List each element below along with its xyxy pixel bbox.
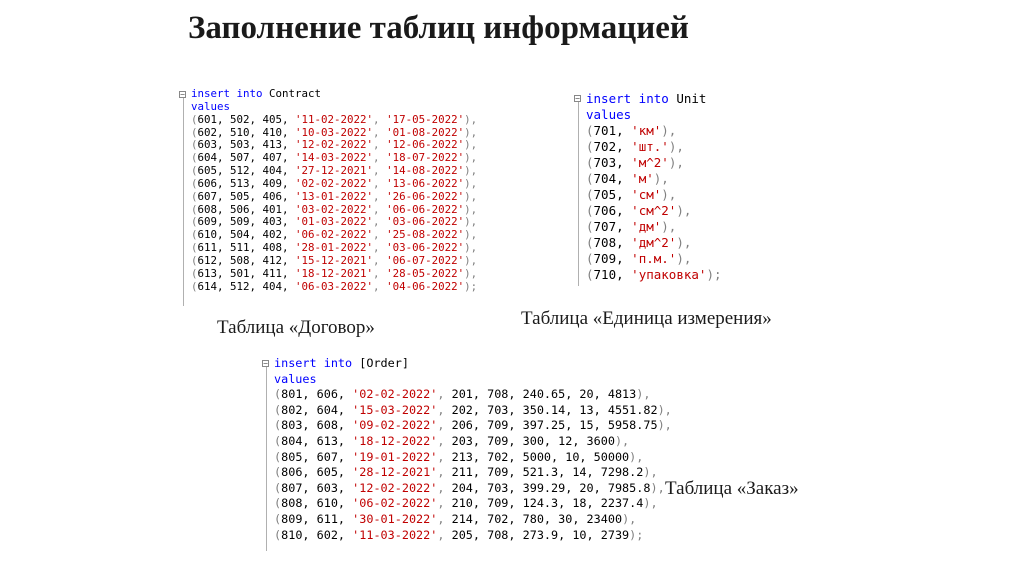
code-line (274, 387, 672, 403)
code-token: 801, 606, (281, 387, 353, 402)
code-token: ), (464, 151, 478, 165)
code-token: , (437, 511, 452, 526)
code-token: , (437, 449, 452, 464)
code-token: ( (586, 203, 594, 218)
code-token: '28-05-2022' (386, 266, 465, 280)
code-token: 'дм' (631, 219, 662, 234)
code-token: ), (614, 433, 630, 448)
code-token: ( (274, 433, 282, 448)
code-token: 'см' (631, 187, 662, 202)
code-token: '01-08-2022' (386, 125, 465, 139)
code-token: ( (191, 176, 198, 190)
code-token: ), (464, 138, 478, 152)
code-token: ), (622, 511, 637, 526)
code-token: '12-02-2022' (352, 480, 438, 495)
code-token: ( (274, 480, 282, 495)
code-token: ), (676, 251, 692, 266)
code-token: ); (464, 279, 478, 293)
code-token: '10-03-2022' (295, 125, 374, 139)
code-token: , (373, 176, 387, 190)
code-token: 708, (593, 235, 632, 250)
code-token: 808, 610, (281, 496, 353, 511)
code-token: , (437, 433, 452, 448)
code-token: 707, (593, 219, 632, 234)
code-token: ( (586, 139, 594, 154)
code-token: 705, (593, 187, 632, 202)
code-token: 614, 512, 404, (197, 279, 296, 293)
code-line (274, 512, 672, 528)
code-token: 701, (593, 123, 632, 138)
code-token: , (437, 496, 452, 511)
code-token: 'см^2' (631, 203, 677, 218)
code-token: , (437, 465, 452, 480)
code-token: '06-02-2022' (352, 496, 438, 511)
code-token: 213, 702, 5000, 10, 50000 (451, 449, 630, 464)
code-token: insert into (586, 91, 677, 106)
code-token: '13-01-2022' (295, 189, 374, 203)
code-block-order (263, 356, 672, 543)
code-line (586, 171, 722, 187)
code-token: 612, 508, 412, (197, 253, 296, 267)
code-token: ), (464, 202, 478, 216)
code-token: 710, (593, 267, 632, 282)
collapse-marker-icon: − (263, 359, 268, 368)
code-token: values (191, 99, 231, 113)
code-line (274, 496, 672, 512)
code-token: 810, 602, (281, 527, 353, 542)
code-line (274, 465, 672, 481)
code-line (586, 219, 722, 235)
code-token: ), (661, 187, 677, 202)
code-token: ( (586, 219, 594, 234)
code-token: , (373, 228, 387, 242)
code-token: ), (668, 139, 684, 154)
code-token: 802, 604, (281, 402, 353, 417)
code-token: 'дм^2' (631, 235, 677, 250)
code-token: 706, (593, 203, 632, 218)
code-token: insert into (191, 87, 270, 100)
code-token: '12-06-2022' (386, 138, 465, 152)
code-body (266, 356, 672, 543)
code-token: 204, 703, 399.29, 20, 7985.8 (451, 480, 651, 495)
code-token: values (586, 107, 632, 122)
code-token: ( (586, 251, 594, 266)
code-token: ( (191, 125, 198, 139)
code-token: ( (274, 527, 282, 542)
code-token: '18-12-2022' (352, 433, 438, 448)
code-token: ), (676, 203, 692, 218)
code-token: 'шт.' (631, 139, 669, 154)
code-token: '30-01-2022' (352, 511, 438, 526)
caption-order: Таблица «Заказ» (665, 478, 799, 499)
caption-contract: Таблица «Договор» (217, 317, 375, 338)
code-token: '17-05-2022' (386, 112, 465, 126)
code-token: '14-08-2022' (386, 164, 465, 178)
code-token: ), (676, 235, 692, 250)
code-token: , (373, 164, 387, 178)
code-token: ), (653, 171, 669, 186)
code-token: ), (464, 253, 478, 267)
code-token: '11-03-2022' (352, 527, 438, 542)
code-token: , (373, 138, 387, 152)
code-token: '06-07-2022' (386, 253, 465, 267)
code-token: '13-06-2022' (386, 176, 465, 190)
code-token: ( (586, 187, 594, 202)
code-token: [Order] (359, 356, 409, 370)
code-token: '01-03-2022' (295, 215, 374, 229)
code-line (586, 155, 722, 171)
code-token: '03-06-2022' (386, 241, 465, 255)
code-line (274, 418, 672, 434)
code-gutter (578, 96, 579, 286)
code-line (274, 528, 672, 544)
code-token: 702, (593, 139, 632, 154)
code-token: , (437, 480, 452, 495)
code-token: insert into (274, 356, 360, 370)
code-token: ( (274, 387, 282, 402)
code-token: , (373, 266, 387, 280)
code-line (586, 187, 722, 203)
code-token: , (373, 125, 387, 139)
code-token: Contract (269, 87, 322, 100)
code-token: ( (274, 465, 282, 480)
code-token: 804, 613, (281, 433, 353, 448)
code-token: ), (464, 164, 478, 178)
code-block-unit (575, 91, 722, 283)
code-token: , (437, 402, 452, 417)
code-token: ( (274, 402, 282, 417)
code-line (274, 356, 672, 372)
slide-title: Заполнение таблиц информацией (188, 10, 689, 46)
code-token: 603, 503, 413, (197, 138, 296, 152)
code-line (586, 267, 722, 283)
code-token: ( (274, 496, 282, 511)
code-token: ); (706, 267, 722, 282)
code-token: 608, 506, 401, (197, 202, 296, 216)
code-token: '14-03-2022' (295, 151, 374, 165)
code-token: 201, 708, 240.65, 20, 4813 (451, 387, 637, 402)
code-body (183, 88, 477, 294)
code-token: ( (191, 215, 198, 229)
code-token: 602, 510, 410, (197, 125, 296, 139)
code-token: '28-12-2021' (352, 465, 438, 480)
code-token: ( (586, 235, 594, 250)
code-token: 809, 611, (281, 511, 353, 526)
code-token: ), (650, 480, 665, 495)
code-token: , (437, 387, 452, 402)
code-token: ( (191, 151, 198, 165)
code-token: ( (191, 266, 198, 280)
code-token: ); (629, 527, 644, 542)
code-token: '18-07-2022' (386, 151, 465, 165)
code-token: ( (586, 171, 594, 186)
code-token: 605, 512, 404, (197, 164, 296, 178)
code-body (578, 91, 722, 283)
code-token: ), (464, 125, 478, 139)
code-token: ( (586, 155, 594, 170)
code-token: , (373, 112, 387, 126)
code-token: ), (464, 228, 478, 242)
code-token: ( (191, 253, 198, 267)
code-token: ), (668, 155, 684, 170)
code-token: values (274, 371, 317, 386)
code-token: ), (636, 387, 651, 402)
code-token: ), (464, 266, 478, 280)
code-token: ), (464, 176, 478, 190)
code-token: 210, 709, 124.3, 18, 2237.4 (451, 496, 644, 511)
code-token: '11-02-2022' (295, 112, 374, 126)
code-token: '06-03-2022' (295, 279, 374, 293)
code-token: 611, 511, 408, (197, 241, 296, 255)
code-token: '19-01-2022' (352, 449, 438, 464)
code-token: ( (191, 189, 198, 203)
code-token: 704, (593, 171, 632, 186)
code-token: ( (274, 418, 282, 433)
code-gutter (183, 92, 184, 306)
code-token: '18-12-2021' (295, 266, 374, 280)
code-line (586, 107, 722, 123)
code-token: ( (274, 511, 282, 526)
code-token: ), (464, 241, 478, 255)
code-token: ( (191, 279, 198, 293)
code-token: '28-01-2022' (295, 241, 374, 255)
code-token: 211, 709, 521.3, 14, 7298.2 (451, 465, 644, 480)
code-token: 604, 507, 407, (197, 151, 296, 165)
code-token: ), (643, 496, 658, 511)
code-token: ( (191, 112, 198, 126)
code-token: ), (661, 123, 677, 138)
code-token: ), (464, 112, 478, 126)
caption-unit: Таблица «Единица измерения» (521, 308, 772, 329)
code-token: 'км' (631, 123, 662, 138)
code-line (274, 372, 672, 388)
code-token: '03-06-2022' (386, 215, 465, 229)
code-line (586, 123, 722, 139)
code-token: ( (191, 202, 198, 216)
code-token: ), (643, 465, 658, 480)
code-token: ( (191, 228, 198, 242)
code-token: ( (274, 449, 282, 464)
code-token: '15-03-2022' (352, 402, 438, 417)
code-token: 609, 509, 403, (197, 215, 296, 229)
code-token: '27-12-2021' (295, 164, 374, 178)
code-line (586, 139, 722, 155)
code-token: 806, 605, (281, 465, 353, 480)
code-token: ), (657, 418, 672, 433)
code-token: 206, 709, 397.25, 15, 5958.75 (451, 418, 658, 433)
code-token: 805, 607, (281, 449, 353, 464)
code-token: Unit (676, 91, 707, 106)
code-token: 205, 708, 273.9, 10, 2739 (451, 527, 630, 542)
code-token: 202, 703, 350.14, 13, 4551.82 (451, 402, 658, 417)
code-token: '04-06-2022' (386, 279, 465, 293)
code-block-contract (180, 87, 478, 294)
code-token: 607, 505, 406, (197, 189, 296, 203)
code-token: 203, 709, 300, 12, 3600 (451, 433, 615, 448)
code-token: ( (191, 241, 198, 255)
code-token: 807, 603, (281, 480, 353, 495)
code-token: ( (586, 123, 594, 138)
code-token: ), (657, 402, 672, 417)
code-token: '06-02-2022' (295, 228, 374, 242)
code-token: , (373, 241, 387, 255)
collapse-marker-icon: − (180, 90, 185, 99)
code-token: ( (191, 164, 198, 178)
code-token: ( (586, 267, 594, 282)
code-token: 803, 608, (281, 418, 353, 433)
code-token: 709, (593, 251, 632, 266)
code-token: 703, (593, 155, 632, 170)
code-token: 'м^2' (631, 155, 669, 170)
code-token: , (437, 527, 452, 542)
code-token: 'упаковка' (631, 267, 707, 282)
code-token: ), (661, 219, 677, 234)
code-token: '25-08-2022' (386, 228, 465, 242)
code-token: '02-02-2022' (295, 176, 374, 190)
code-token: 606, 513, 409, (197, 176, 296, 190)
code-token: ), (464, 215, 478, 229)
code-token: ), (464, 189, 478, 203)
code-line (586, 235, 722, 251)
code-line (586, 91, 722, 107)
code-token: 'м' (631, 171, 654, 186)
code-line (274, 481, 672, 497)
code-token: 'п.м.' (631, 251, 677, 266)
code-token: '03-02-2022' (295, 202, 374, 216)
code-line (586, 251, 722, 267)
code-line (274, 434, 672, 450)
code-token: '02-02-2022' (352, 387, 438, 402)
code-token: '15-12-2021' (295, 253, 374, 267)
code-token: ( (191, 138, 198, 152)
code-token: 613, 501, 411, (197, 266, 296, 280)
code-token: ), (629, 449, 644, 464)
code-line (191, 88, 477, 101)
code-token: , (373, 279, 387, 293)
code-token: , (373, 202, 387, 216)
code-token: '06-06-2022' (386, 202, 465, 216)
code-token: , (373, 151, 387, 165)
code-token: '12-02-2022' (295, 138, 374, 152)
collapse-marker-icon: − (575, 94, 580, 103)
code-line (274, 450, 672, 466)
code-line (191, 281, 477, 294)
code-token: , (437, 418, 452, 433)
code-token: 610, 504, 402, (197, 228, 296, 242)
code-token: , (373, 189, 387, 203)
code-token: 214, 702, 780, 30, 23400 (451, 511, 623, 526)
code-token: '09-02-2022' (352, 418, 438, 433)
code-token: , (373, 253, 387, 267)
code-line (274, 403, 672, 419)
code-token: '26-06-2022' (386, 189, 465, 203)
code-line (586, 203, 722, 219)
code-token: 601, 502, 405, (197, 112, 296, 126)
code-gutter (266, 361, 267, 551)
code-token: , (373, 215, 387, 229)
